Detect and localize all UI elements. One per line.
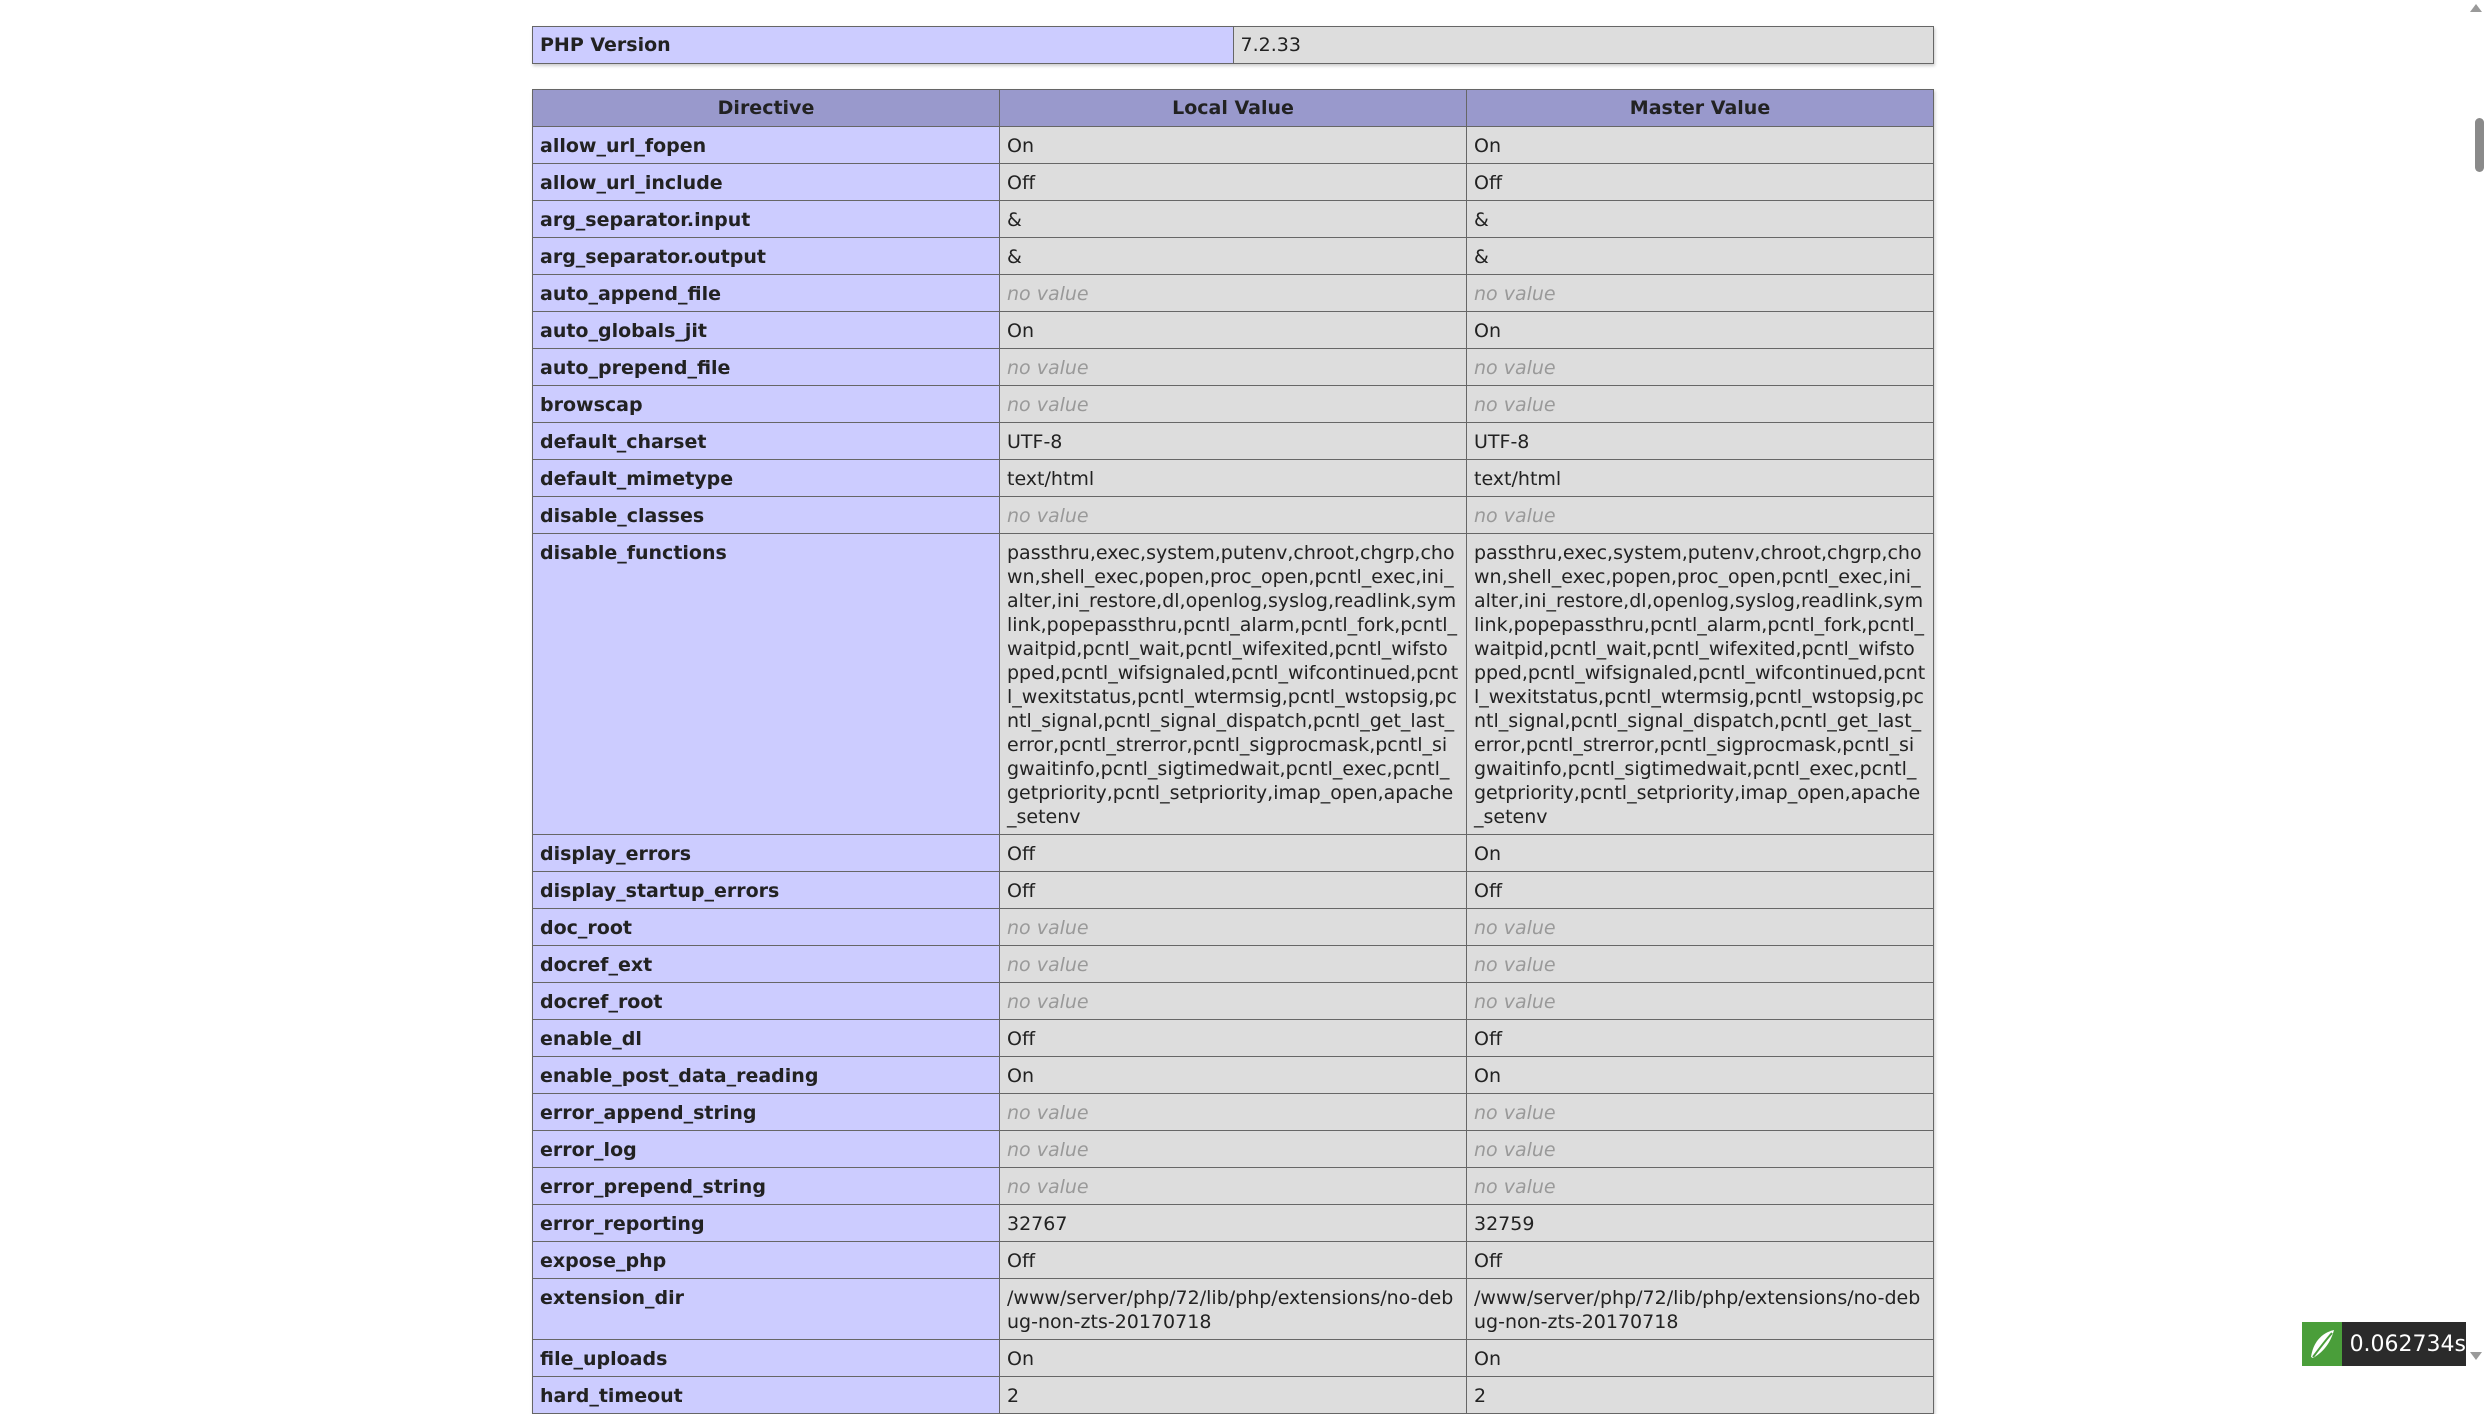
directive-name: display_startup_errors — [533, 872, 1000, 909]
directive-name: error_prepend_string — [533, 1168, 1000, 1205]
directive-name: auto_append_file — [533, 275, 1000, 312]
directive-name: extension_dir — [533, 1279, 1000, 1340]
no-value-text: no value — [1007, 991, 1089, 1013]
local-value — [1000, 497, 1467, 534]
master-value — [1467, 386, 1934, 423]
table-row — [533, 983, 1934, 1020]
master-value — [1467, 349, 1934, 386]
master-value — [1467, 497, 1934, 534]
no-value-text: no value — [1474, 505, 1556, 527]
table-row — [533, 497, 1934, 534]
directive-name: expose_php — [533, 1242, 1000, 1279]
local-value: 2 — [1000, 1377, 1467, 1414]
local-value: On — [1000, 1057, 1467, 1094]
local-value — [1000, 386, 1467, 423]
table-row — [533, 1377, 1934, 1414]
table-row — [533, 534, 1934, 835]
table-row — [533, 1057, 1934, 1094]
master-value — [1467, 1131, 1934, 1168]
master-value: UTF-8 — [1467, 423, 1934, 460]
master-value: On — [1467, 312, 1934, 349]
execution-time-value: 0.062734s — [2349, 1331, 2466, 1357]
directive-name: file_uploads — [533, 1340, 1000, 1377]
column-header-local-value: Local Value — [1000, 90, 1467, 127]
master-value — [1467, 946, 1934, 983]
table-row — [533, 1094, 1934, 1131]
directive-name: docref_ext — [533, 946, 1000, 983]
no-value-text: no value — [1007, 954, 1089, 976]
scroll-down-arrow-icon[interactable] — [2470, 1352, 2482, 1360]
directive-name: auto_globals_jit — [533, 312, 1000, 349]
table-row — [533, 1242, 1934, 1279]
master-value: Off — [1467, 164, 1934, 201]
table-row — [533, 946, 1934, 983]
master-value: & — [1467, 238, 1934, 275]
no-value-text: no value — [1474, 991, 1556, 1013]
local-value: Off — [1000, 1242, 1467, 1279]
master-value: On — [1467, 1340, 1934, 1377]
no-value-text: no value — [1007, 394, 1089, 416]
table-row — [533, 164, 1934, 201]
leaf-logo-icon — [2302, 1322, 2342, 1366]
table-row — [533, 909, 1934, 946]
directives-table — [532, 89, 1934, 1414]
local-value: passthru,exec,system,putenv,chroot,chgrp,chown,shell_exec,popen,proc_open,pcntl_exec,ini_alter,ini_restore,dl,openlog,syslog,readlink,symlink,popepassthru,pcntl_alarm,pcntl_fork,pcntl_waitpid,pcntl_wait,pcntl_wifexited,pcntl_wifstopped,pcntl_wifsignaled,pcntl_wifcontinued,pcntl_wexitstatus,pcntl_wtermsig,pcntl_wstopsig,pcntl_signal,pcntl_signal_dispatch,pcntl_get_last_error,pcntl_strerror,pcntl_sigprocmask,pcntl_sigwaitinfo,pcntl_sigtimedwait,pcntl_exec,pcntl_getpriority,pcntl_setpriority,imap_open,apache_setenv — [1000, 534, 1467, 835]
no-value-text: no value — [1474, 954, 1556, 976]
local-value: Off — [1000, 835, 1467, 872]
master-value: text/html — [1467, 460, 1934, 497]
php-version-label: PHP Version — [533, 27, 1234, 64]
local-value — [1000, 1168, 1467, 1205]
master-value — [1467, 983, 1934, 1020]
directive-name: disable_classes — [533, 497, 1000, 534]
table-row — [533, 1131, 1934, 1168]
master-value: Off — [1467, 1242, 1934, 1279]
local-value — [1000, 983, 1467, 1020]
table-row — [533, 1279, 1934, 1340]
table-row — [533, 238, 1934, 275]
directive-name: default_mimetype — [533, 460, 1000, 497]
local-value: Off — [1000, 872, 1467, 909]
master-value — [1467, 909, 1934, 946]
php-version-table — [532, 26, 1934, 64]
local-value: & — [1000, 201, 1467, 238]
table-row — [533, 349, 1934, 386]
directive-name: default_charset — [533, 423, 1000, 460]
master-value: Off — [1467, 872, 1934, 909]
local-value: On — [1000, 127, 1467, 164]
master-value: 32759 — [1467, 1205, 1934, 1242]
local-value — [1000, 1094, 1467, 1131]
local-value — [1000, 349, 1467, 386]
column-header-master-value: Master Value — [1467, 90, 1934, 127]
local-value: On — [1000, 312, 1467, 349]
master-value: 2 — [1467, 1377, 1934, 1414]
local-value — [1000, 275, 1467, 312]
directive-name: doc_root — [533, 909, 1000, 946]
directive-name: allow_url_include — [533, 164, 1000, 201]
directive-name: auto_prepend_file — [533, 349, 1000, 386]
vertical-scrollbar[interactable] — [2466, 0, 2488, 1366]
local-value: UTF-8 — [1000, 423, 1467, 460]
no-value-text: no value — [1474, 1176, 1556, 1198]
no-value-text: no value — [1007, 917, 1089, 939]
table-row — [533, 386, 1934, 423]
column-header-directive: Directive — [533, 90, 1000, 127]
no-value-text: no value — [1007, 505, 1089, 527]
local-value: & — [1000, 238, 1467, 275]
no-value-text: no value — [1474, 283, 1556, 305]
table-row — [533, 872, 1934, 909]
master-value: On — [1467, 1057, 1934, 1094]
master-value — [1467, 275, 1934, 312]
master-value: On — [1467, 127, 1934, 164]
php-version-value: 7.2.33 — [1233, 27, 1934, 64]
master-value: On — [1467, 835, 1934, 872]
scrollbar-thumb[interactable] — [2475, 118, 2484, 172]
directive-name: browscap — [533, 386, 1000, 423]
directive-name: arg_separator.input — [533, 201, 1000, 238]
directive-name: allow_url_fopen — [533, 127, 1000, 164]
master-value — [1467, 1094, 1934, 1131]
table-row — [533, 1168, 1934, 1205]
no-value-text: no value — [1007, 357, 1089, 379]
local-value — [1000, 1131, 1467, 1168]
no-value-text: no value — [1474, 1102, 1556, 1124]
table-row — [533, 1020, 1934, 1057]
table-row — [533, 1205, 1934, 1242]
local-value: text/html — [1000, 460, 1467, 497]
local-value: /www/server/php/72/lib/php/extensions/no-debug-non-zts-20170718 — [1000, 1279, 1467, 1340]
directive-name: enable_dl — [533, 1020, 1000, 1057]
local-value: Off — [1000, 1020, 1467, 1057]
table-row — [533, 835, 1934, 872]
table-row — [533, 127, 1934, 164]
directives-header-row — [533, 90, 1934, 127]
no-value-text: no value — [1007, 1102, 1089, 1124]
table-row — [533, 312, 1934, 349]
table-row — [533, 460, 1934, 497]
local-value: On — [1000, 1340, 1467, 1377]
directive-name: arg_separator.output — [533, 238, 1000, 275]
scroll-up-arrow-icon[interactable] — [2470, 4, 2482, 12]
master-value: Off — [1467, 1020, 1934, 1057]
debug-timer-badge[interactable] — [2302, 1322, 2466, 1366]
no-value-text: no value — [1007, 1139, 1089, 1161]
no-value-text: no value — [1474, 394, 1556, 416]
directive-name: enable_post_data_reading — [533, 1057, 1000, 1094]
local-value: Off — [1000, 164, 1467, 201]
master-value: /www/server/php/72/lib/php/extensions/no-debug-non-zts-20170718 — [1467, 1279, 1934, 1340]
master-value: passthru,exec,system,putenv,chroot,chgrp,chown,shell_exec,popen,proc_open,pcntl_exec,ini_alter,ini_restore,dl,openlog,syslog,readlink,symlink,popepassthru,pcntl_alarm,pcntl_fork,pcntl_waitpid,pcntl_wait,pcntl_wifexited,pcntl_wifstopped,pcntl_wifsignaled,pcntl_wifcontinued,pcntl_wexitstatus,pcntl_wtermsig,pcntl_wstopsig,pcntl_signal,pcntl_signal_dispatch,pcntl_get_last_error,pcntl_strerror,pcntl_sigprocmask,pcntl_sigwaitinfo,pcntl_sigtimedwait,pcntl_exec,pcntl_getpriority,pcntl_setpriority,imap_open,apache_setenv — [1467, 534, 1934, 835]
local-value: 32767 — [1000, 1205, 1467, 1242]
no-value-text: no value — [1007, 1176, 1089, 1198]
directive-name: display_errors — [533, 835, 1000, 872]
master-value — [1467, 1168, 1934, 1205]
local-value — [1000, 909, 1467, 946]
no-value-text: no value — [1007, 283, 1089, 305]
table-row — [533, 275, 1934, 312]
table-row — [533, 1340, 1934, 1377]
table-row — [533, 423, 1934, 460]
table-row — [533, 201, 1934, 238]
directive-name: hard_timeout — [533, 1377, 1000, 1414]
directive-name: docref_root — [533, 983, 1000, 1020]
master-value: & — [1467, 201, 1934, 238]
no-value-text: no value — [1474, 917, 1556, 939]
no-value-text: no value — [1474, 357, 1556, 379]
directive-name: error_reporting — [533, 1205, 1000, 1242]
local-value — [1000, 946, 1467, 983]
directive-name: disable_functions — [533, 534, 1000, 835]
php-version-row — [533, 27, 1934, 64]
no-value-text: no value — [1474, 1139, 1556, 1161]
directive-name: error_log — [533, 1131, 1000, 1168]
directive-name: error_append_string — [533, 1094, 1000, 1131]
